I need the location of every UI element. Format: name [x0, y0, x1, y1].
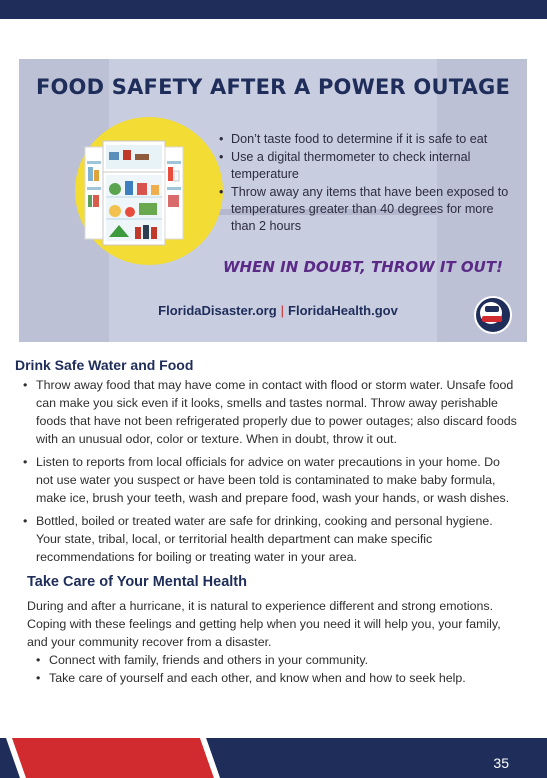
list-item: • Take care of yourself and each other, and know when and how to seek help.	[33, 669, 513, 687]
callout-text: WHEN IN DOUBT, THROW IT OUT!	[223, 258, 503, 276]
list-item: • Bottled, boiled or treated water are safe for drinking, cooking and personal hygiene. Your state, tribal, local, or territorial health department can make specific recommendations for boiling or treating water in your area.	[20, 512, 520, 566]
link-florida-disaster[interactable]: FloridaDisaster.org	[158, 303, 277, 318]
food-safety-infographic	[19, 59, 527, 342]
fridge-circle	[75, 117, 223, 265]
list-item: • Listen to reports from local officials for advice on water precautions in your home. Do not use water you suspect or have been told is contaminated to make baby formula, make ice, brush your teeth, wash and prepare food, wash your hands, or wash dishes.	[20, 453, 520, 507]
tip-item: • Throw away any items that have been exposed to temperatures greater than 40 degrees for more than 2 hours	[215, 184, 515, 235]
tip-item: • Don’t taste food to determine if it is safe to eat	[215, 131, 515, 148]
food-safety-tips	[215, 131, 515, 236]
website-links	[143, 303, 413, 318]
header-bar	[0, 0, 547, 19]
footer-band	[0, 738, 547, 778]
mental-health-paragraph: During and after a hurricane, it is natural to experience different and strong emotions. Coping with these feelings and getting help when you need it will help you, your family, and your community recover from a disaster.	[27, 599, 501, 649]
page-number: 35	[493, 755, 509, 771]
list-item: • Throw away food that may have come in contact with flood or storm water. Unsafe food can make you sick even if it looks, smells and tastes normal. Throw away perishable foods that have not been refrigerated properly due to power outages; also discard foods with an unusual odor, color or texture. When in doubt, throw it out.	[20, 376, 520, 448]
section-heading-mental-health: Take Care of Your Mental Health	[27, 574, 247, 590]
refrigerator-illustration	[75, 117, 223, 265]
section-heading-drink: Drink Safe Water and Food	[15, 357, 194, 373]
mental-health-list	[33, 651, 513, 687]
link-separator: |	[280, 303, 285, 318]
fdem-seal-icon	[474, 296, 512, 334]
list-item: • Connect with family, friends and others in your community.	[33, 651, 513, 669]
infographic-title: FOOD SAFETY AFTER A POWER OUTAGE	[35, 75, 511, 99]
link-florida-health[interactable]: FloridaHealth.gov	[288, 303, 398, 318]
drink-safety-list	[20, 376, 520, 571]
tip-item: • Use a digital thermometer to check internal temperature	[215, 149, 515, 183]
